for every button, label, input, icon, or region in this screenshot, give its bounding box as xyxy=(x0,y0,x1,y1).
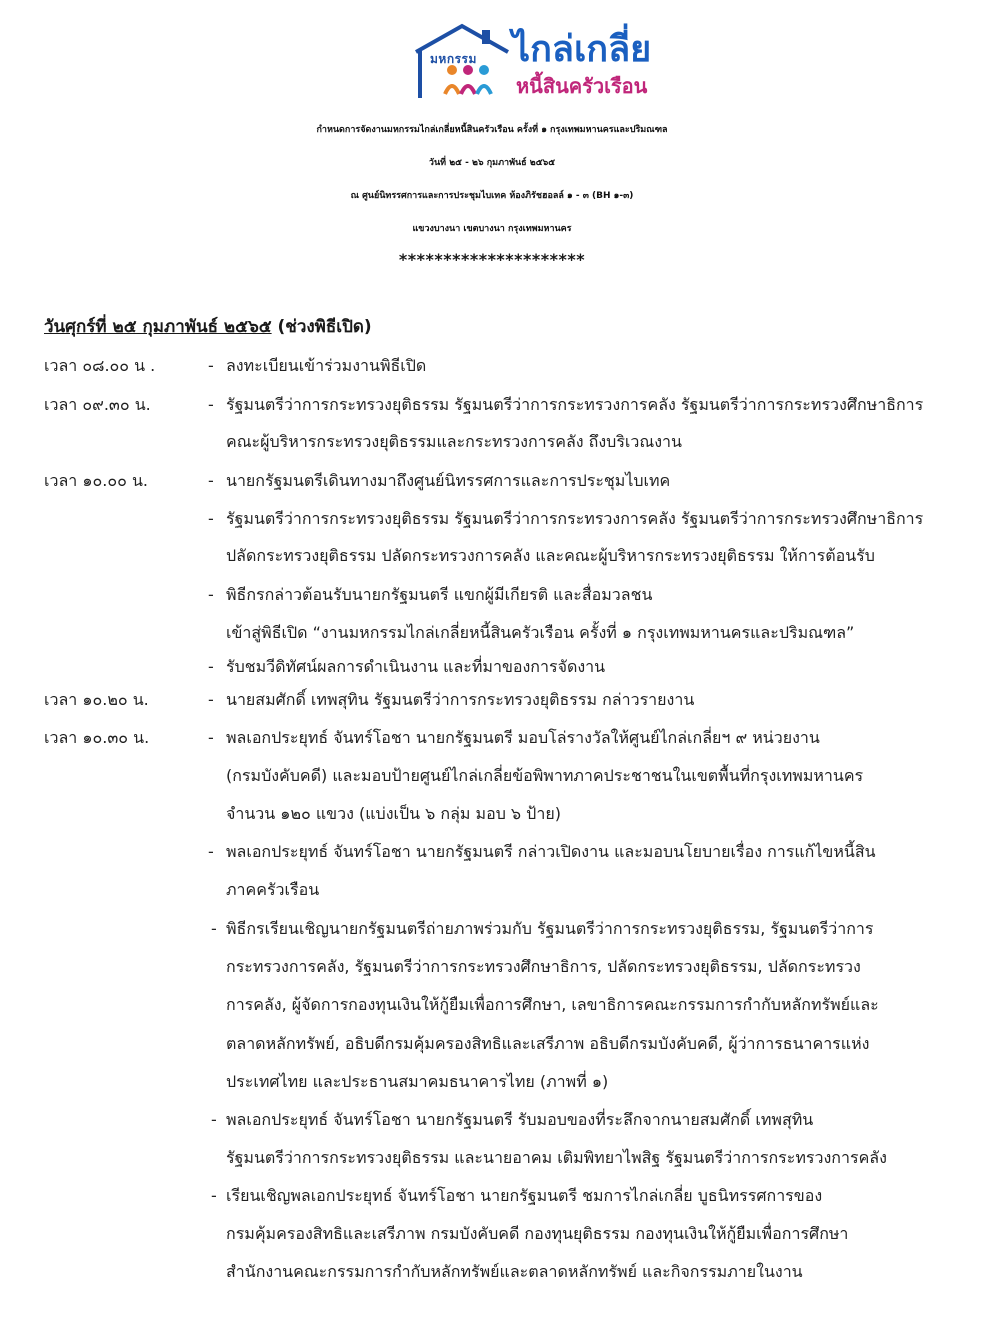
bullet: - xyxy=(208,728,214,747)
schedule-text: จำนวน ๑๒๐ แขวง (แบ่งเป็น ๖ กลุ่ม มอบ ๖ ป้าย) xyxy=(226,804,561,823)
schedule-text: พลเอกประยุทธ์ จันทร์โอชา นายกรัฐมนตรี กล่าวเปิดงาน และมอบนโยบายเรื่อง การแก้ไขหนี้สิน xyxy=(226,842,876,861)
schedule-text: คณะผู้บริหารกระทรวงยุติธรรมและกระทรวงการคลัง ถึงบริเวณงาน xyxy=(226,432,682,451)
document-header xyxy=(0,114,984,274)
bullet: - xyxy=(208,842,214,861)
schedule-text: พิธีกรกล่าวต้อนรับนายกรัฐมนตรี แขกผู้มีเกียรติ และสื่อมวลชน xyxy=(226,585,653,604)
section-title xyxy=(44,314,372,340)
bullet: - xyxy=(208,585,214,604)
logo-sub-text: หนี้สินครัวเรือน xyxy=(516,74,648,98)
schedule-text: รัฐมนตรีว่าการกระทรวงยุติธรรม รัฐมนตรีว่าการกระทรวงการคลัง รัฐมนตรีว่าการกระทรวงศึกษาธิการ xyxy=(226,395,924,414)
bullet: - xyxy=(208,395,214,414)
bullet: - xyxy=(208,471,214,490)
schedule-text: ปลัดกระทรวงยุติธรรม ปลัดกระทรวงการคลัง และคณะผู้บริหารกระทรวงยุติธรรม ให้การต้อนรับ xyxy=(226,546,875,565)
bullet: - xyxy=(208,657,214,676)
schedule-text: เข้าสู่พิธีเปิด “งานมหกรรมไกล่เกลี่ยหนี้สินครัวเรือน ครั้งที่ ๑ กรุงเทพมหานครและปริมณฑล” xyxy=(226,623,855,642)
schedule-text: รัฐมนตรีว่าการกระทรวงยุติธรรม และนายอาคม เติมพิทยาไพสิฐ รัฐมนตรีว่าการกระทรวงการคลัง xyxy=(226,1148,887,1167)
schedule-time: เวลา ๑๐.๓๐ น. xyxy=(44,728,150,747)
header-date: วันที่ ๒๕ - ๒๖ กุมภาพันธ์ ๒๕๖๕ xyxy=(428,158,556,168)
logo-main-text: ไกล่เกลี่ย xyxy=(512,29,652,70)
schedule-text: นายกรัฐมนตรีเดินทางมาถึงศูนย์นิทรรศการและการประชุมไบเทค xyxy=(226,471,671,490)
section-date: วันศุกร์ที่ ๒๕ กุมภาพันธ์ ๒๕๖๕ xyxy=(44,317,272,337)
schedule-text: เรียนเชิญพลเอกประยุทธ์ จันทร์โอชา นายกรัฐมนตรี ชมการไกล่เกลี่ย บูธนิทรรศการของ xyxy=(226,1186,823,1205)
schedule-time: เวลา ๑๐.๒๐ น. xyxy=(44,690,149,709)
schedule-text: กรมคุ้มครองสิทธิและเสรีภาพ กรมบังคับคดี กองทุนยุติธรรม กองทุนเงินให้กู้ยืมเพื่อการศึกษา xyxy=(226,1224,849,1243)
logo-small-text: มหกรรม xyxy=(430,52,477,66)
schedule-text: รัฐมนตรีว่าการกระทรวงยุติธรรม รัฐมนตรีว่าการกระทรวงการคลัง รัฐมนตรีว่าการกระทรวงศึกษาธิการ xyxy=(226,509,924,528)
bullet: - xyxy=(211,919,217,938)
bullet: - xyxy=(211,1186,217,1205)
schedule-text: พลเอกประยุทธ์ จันทร์โอชา นายกรัฐมนตรี มอบโล่รางวัลให้ศูนย์ไกล่เกลี่ยฯ ๙ หน่วยงาน xyxy=(226,728,820,747)
bullet: - xyxy=(208,509,214,528)
schedule-text: รับชมวีดิทัศน์ผลการดำเนินงาน และที่มาของการจัดงาน xyxy=(226,657,606,676)
schedule-time: เวลา ๐๙.๓๐ น. xyxy=(44,395,151,414)
header-venue: ณ ศูนย์นิทรรศการและการประชุมไบเทค ห้องภิรัชฮอลล์ ๑ - ๓ (BH ๑-๓) xyxy=(350,191,634,201)
schedule-text: ตลาดหลักทรัพย์, อธิบดีกรมคุ้มครองสิทธิและเสรีภาพ อธิบดีกรมบังคับคดี, ผู้ว่าการธนาคารแห่ง xyxy=(226,1034,870,1053)
schedule-text: กระทรวงการคลัง, รัฐมนตรีว่าการกระทรวงศึกษาธิการ, ปลัดกระทรวงยุติธรรม, ปลัดกระทรวง xyxy=(226,957,861,976)
schedule-text: ภาคครัวเรือน xyxy=(226,880,320,899)
section-subtitle: (ช่วงพิธีเปิด) xyxy=(271,317,372,337)
schedule-text: การคลัง, ผู้จัดการกองทุนเงินให้กู้ยืมเพื่อการศึกษา, เลขาธิการคณะกรรมการกำกับหลักทรัพย์และ xyxy=(226,995,879,1014)
bullet: - xyxy=(208,690,214,709)
header-title: กำหนดการจัดงานมหกรรมไกล่เกลี่ยหนี้สินครัวเรือน ครั้งที่ ๑ กรุงเทพมหานครและปริมณฑล xyxy=(316,125,668,135)
header-address: แขวงบางนา เขตบางนา กรุงเทพมหานคร xyxy=(412,224,572,234)
schedule-text: ลงทะเบียนเข้าร่วมงานพิธีเปิด xyxy=(226,356,427,375)
header-divider: ********************* xyxy=(398,250,586,269)
schedule-text: นายสมศักดิ์ เทพสุทิน รัฐมนตรีว่าการกระทรวงยุติธรรม กล่าวรายงาน xyxy=(226,690,695,709)
schedule-text: (กรมบังคับคดี) และมอบป้ายศูนย์ไกล่เกลี่ยข้อพิพาทภาคประชาชนในเขตพื้นที่กรุงเทพมหานคร xyxy=(226,766,864,785)
schedule-text: พิธีกรเรียนเชิญนายกรัฐมนตรีถ่ายภาพร่วมกับ รัฐมนตรีว่าการกระทรวงยุติธรรม, รัฐมนตรีว่าการ xyxy=(226,919,874,938)
schedule-time: เวลา ๑๐.๐๐ น. xyxy=(44,471,148,490)
event-logo xyxy=(412,22,712,104)
schedule-text: ประเทศไทย และประธานสมาคมธนาคารไทย (ภาพที่ ๑) xyxy=(226,1072,609,1091)
schedule-text: สำนักงานคณะกรรมการกำกับหลักทรัพย์และตลาดหลักทรัพย์ และกิจกรรมภายในงาน xyxy=(226,1262,803,1281)
bullet: - xyxy=(208,356,214,375)
schedule-text: พลเอกประยุทธ์ จันทร์โอชา นายกรัฐมนตรี รับมอบของที่ระลึกจากนายสมศักดิ์ เทพสุทิน xyxy=(226,1110,814,1129)
bullet: - xyxy=(211,1110,217,1129)
schedule-time: เวลา ๐๘.๐๐ น . xyxy=(44,356,156,375)
